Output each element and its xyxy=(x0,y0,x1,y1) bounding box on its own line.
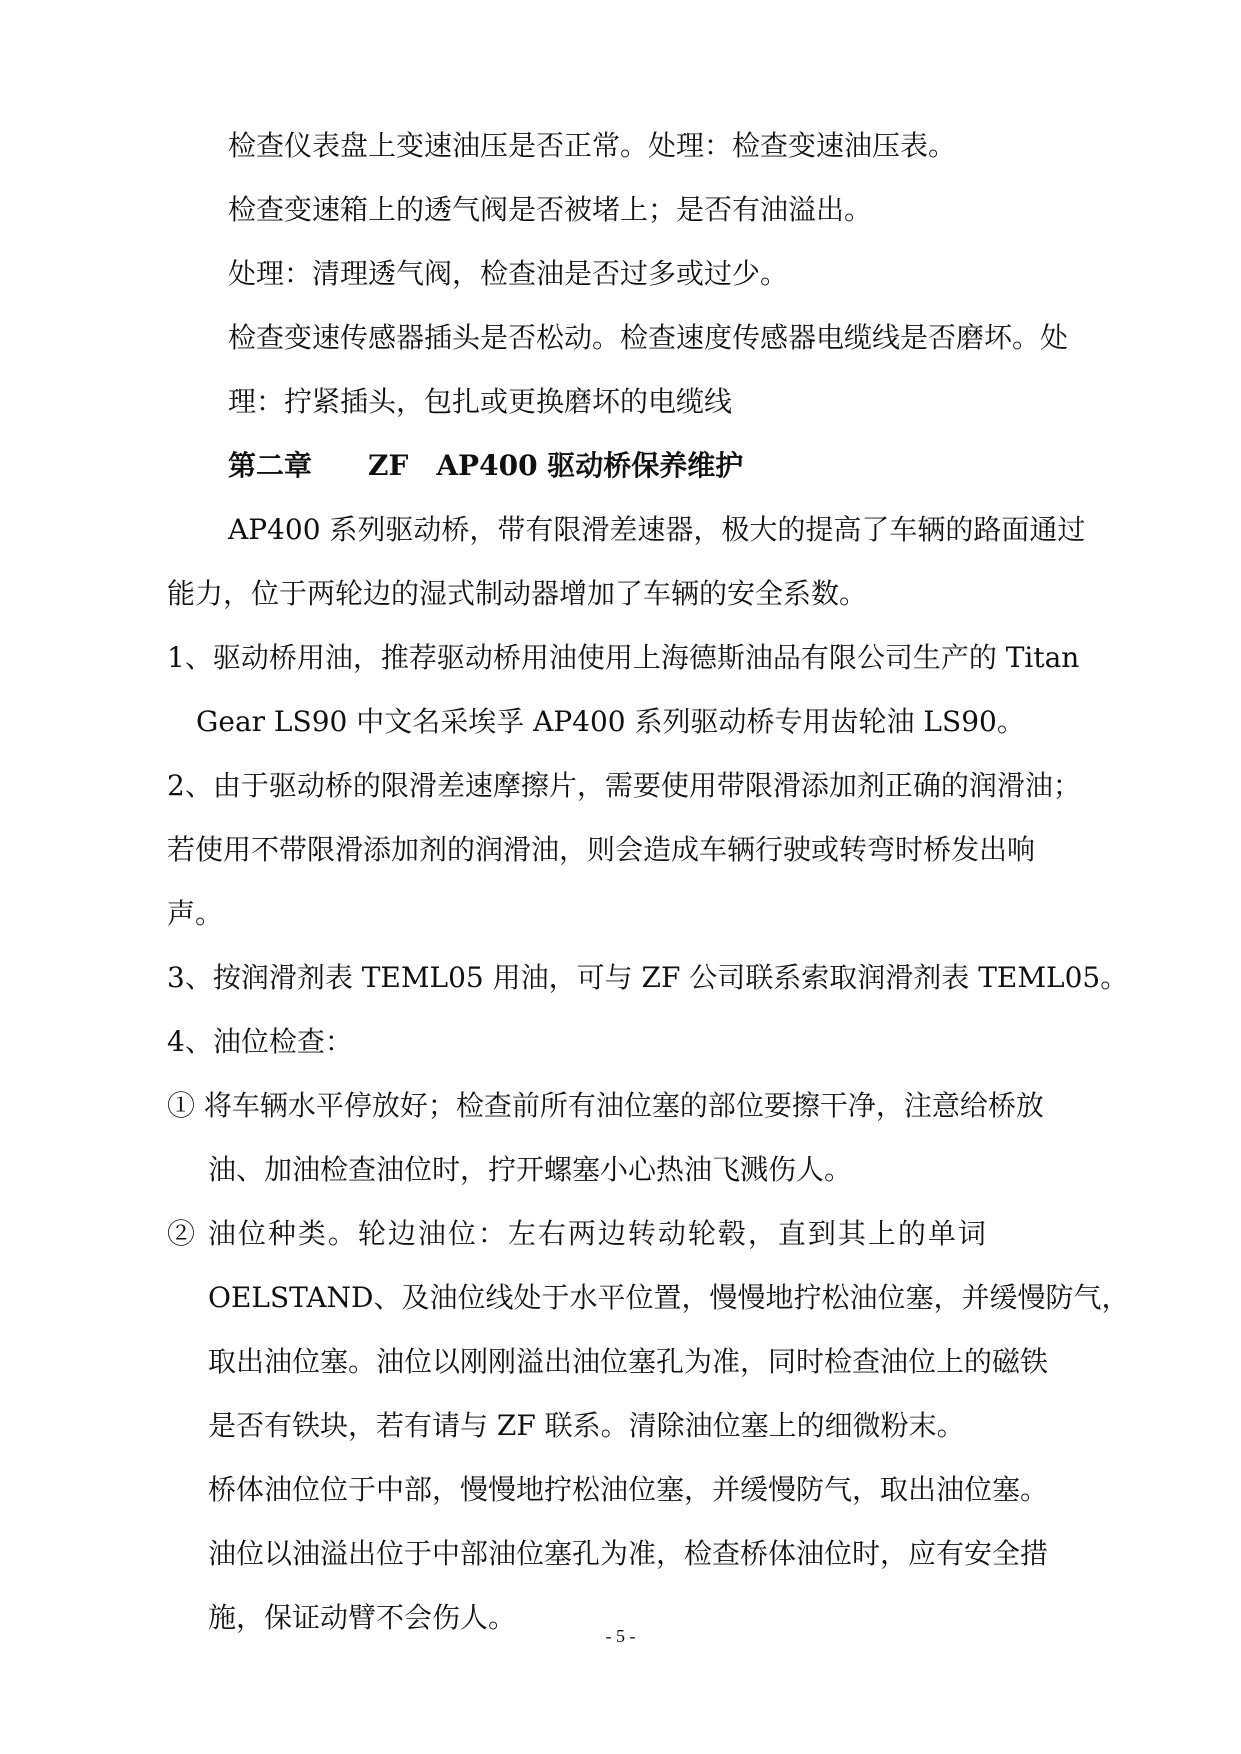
text-line: OELSTAND、及油位线处于水平位置，慢慢地拧松油位塞，并缓慢防气， xyxy=(208,1281,1130,1314)
text-line: 处理：清理透气阀，检查油是否过多或过少。 xyxy=(228,257,789,290)
page-number: - 5 - xyxy=(605,1626,636,1646)
text-line: 检查变速传感器插头是否松动。检查速度传感器电缆线是否磨坏。处 xyxy=(228,321,1069,354)
sub-item-2: ② 油位种类。轮边油位：左右两边转动轮毂，直到其上的单词 xyxy=(167,1217,988,1250)
text-line: 油位以油溢出位于中部油位塞孔为准，检查桥体油位时，应有安全措 xyxy=(208,1537,1049,1570)
text-line: 检查变速箱上的透气阀是否被堵上；是否有油溢出。 xyxy=(228,193,873,226)
text-line: 是否有铁块，若有请与 ZF 联系。清除油位塞上的细微粉末。 xyxy=(208,1409,965,1442)
text-line: 油、加油检查油位时，拧开螺塞小心热油飞溅伤人。 xyxy=(208,1153,853,1186)
text-line: Gear LS90 中文名采埃孚 AP400 系列驱动桥专用齿轮油 LS90。 xyxy=(196,705,1025,738)
text-line: 声。 xyxy=(167,897,224,930)
sub-item-1: ① 将车辆水平停放好；检查前所有油位塞的部位要擦干净，注意给桥放 xyxy=(167,1089,1044,1122)
text-line: 能力，位于两轮边的湿式制动器增加了车辆的安全系数。 xyxy=(167,577,868,610)
text-line: 取出油位塞。油位以刚刚溢出油位塞孔为准，同时检查油位上的磁铁 xyxy=(208,1345,1049,1378)
text-line: 桥体油位位于中部，慢慢地拧松油位塞，并缓慢防气，取出油位塞。 xyxy=(208,1473,1049,1506)
text-line: AP400 系列驱动桥，带有限滑差速器，极大的提高了车辆的路面通过 xyxy=(228,513,1086,546)
list-item-3: 3、按润滑剂表 TEML05 用油，可与 ZF 公司联系索取润滑剂表 TEML05。 xyxy=(167,961,1129,994)
list-item-1: 1、驱动桥用油，推荐驱动桥用油使用上海德斯油品有限公司生产的 Titan xyxy=(167,641,1080,674)
text-line: 理：拧紧插头，包扎或更换磨坏的电缆线 xyxy=(228,385,733,418)
text-line: 检查仪表盘上变速油压是否正常。处理：检查变速油压表。 xyxy=(228,129,957,162)
chapter-heading: 第二章 ZF AP400 驱动桥保养维护 xyxy=(228,449,744,482)
list-item-2: 2、由于驱动桥的限滑差速摩擦片，需要使用带限滑添加剂正确的润滑油； xyxy=(167,769,1081,802)
list-item-4: 4、油位检查： xyxy=(167,1025,353,1058)
text-line: 施，保证动臂不会伤人。 xyxy=(208,1601,517,1634)
text-line: 若使用不带限滑添加剂的润滑油，则会造成车辆行驶或转弯时桥发出响 xyxy=(167,833,1036,866)
